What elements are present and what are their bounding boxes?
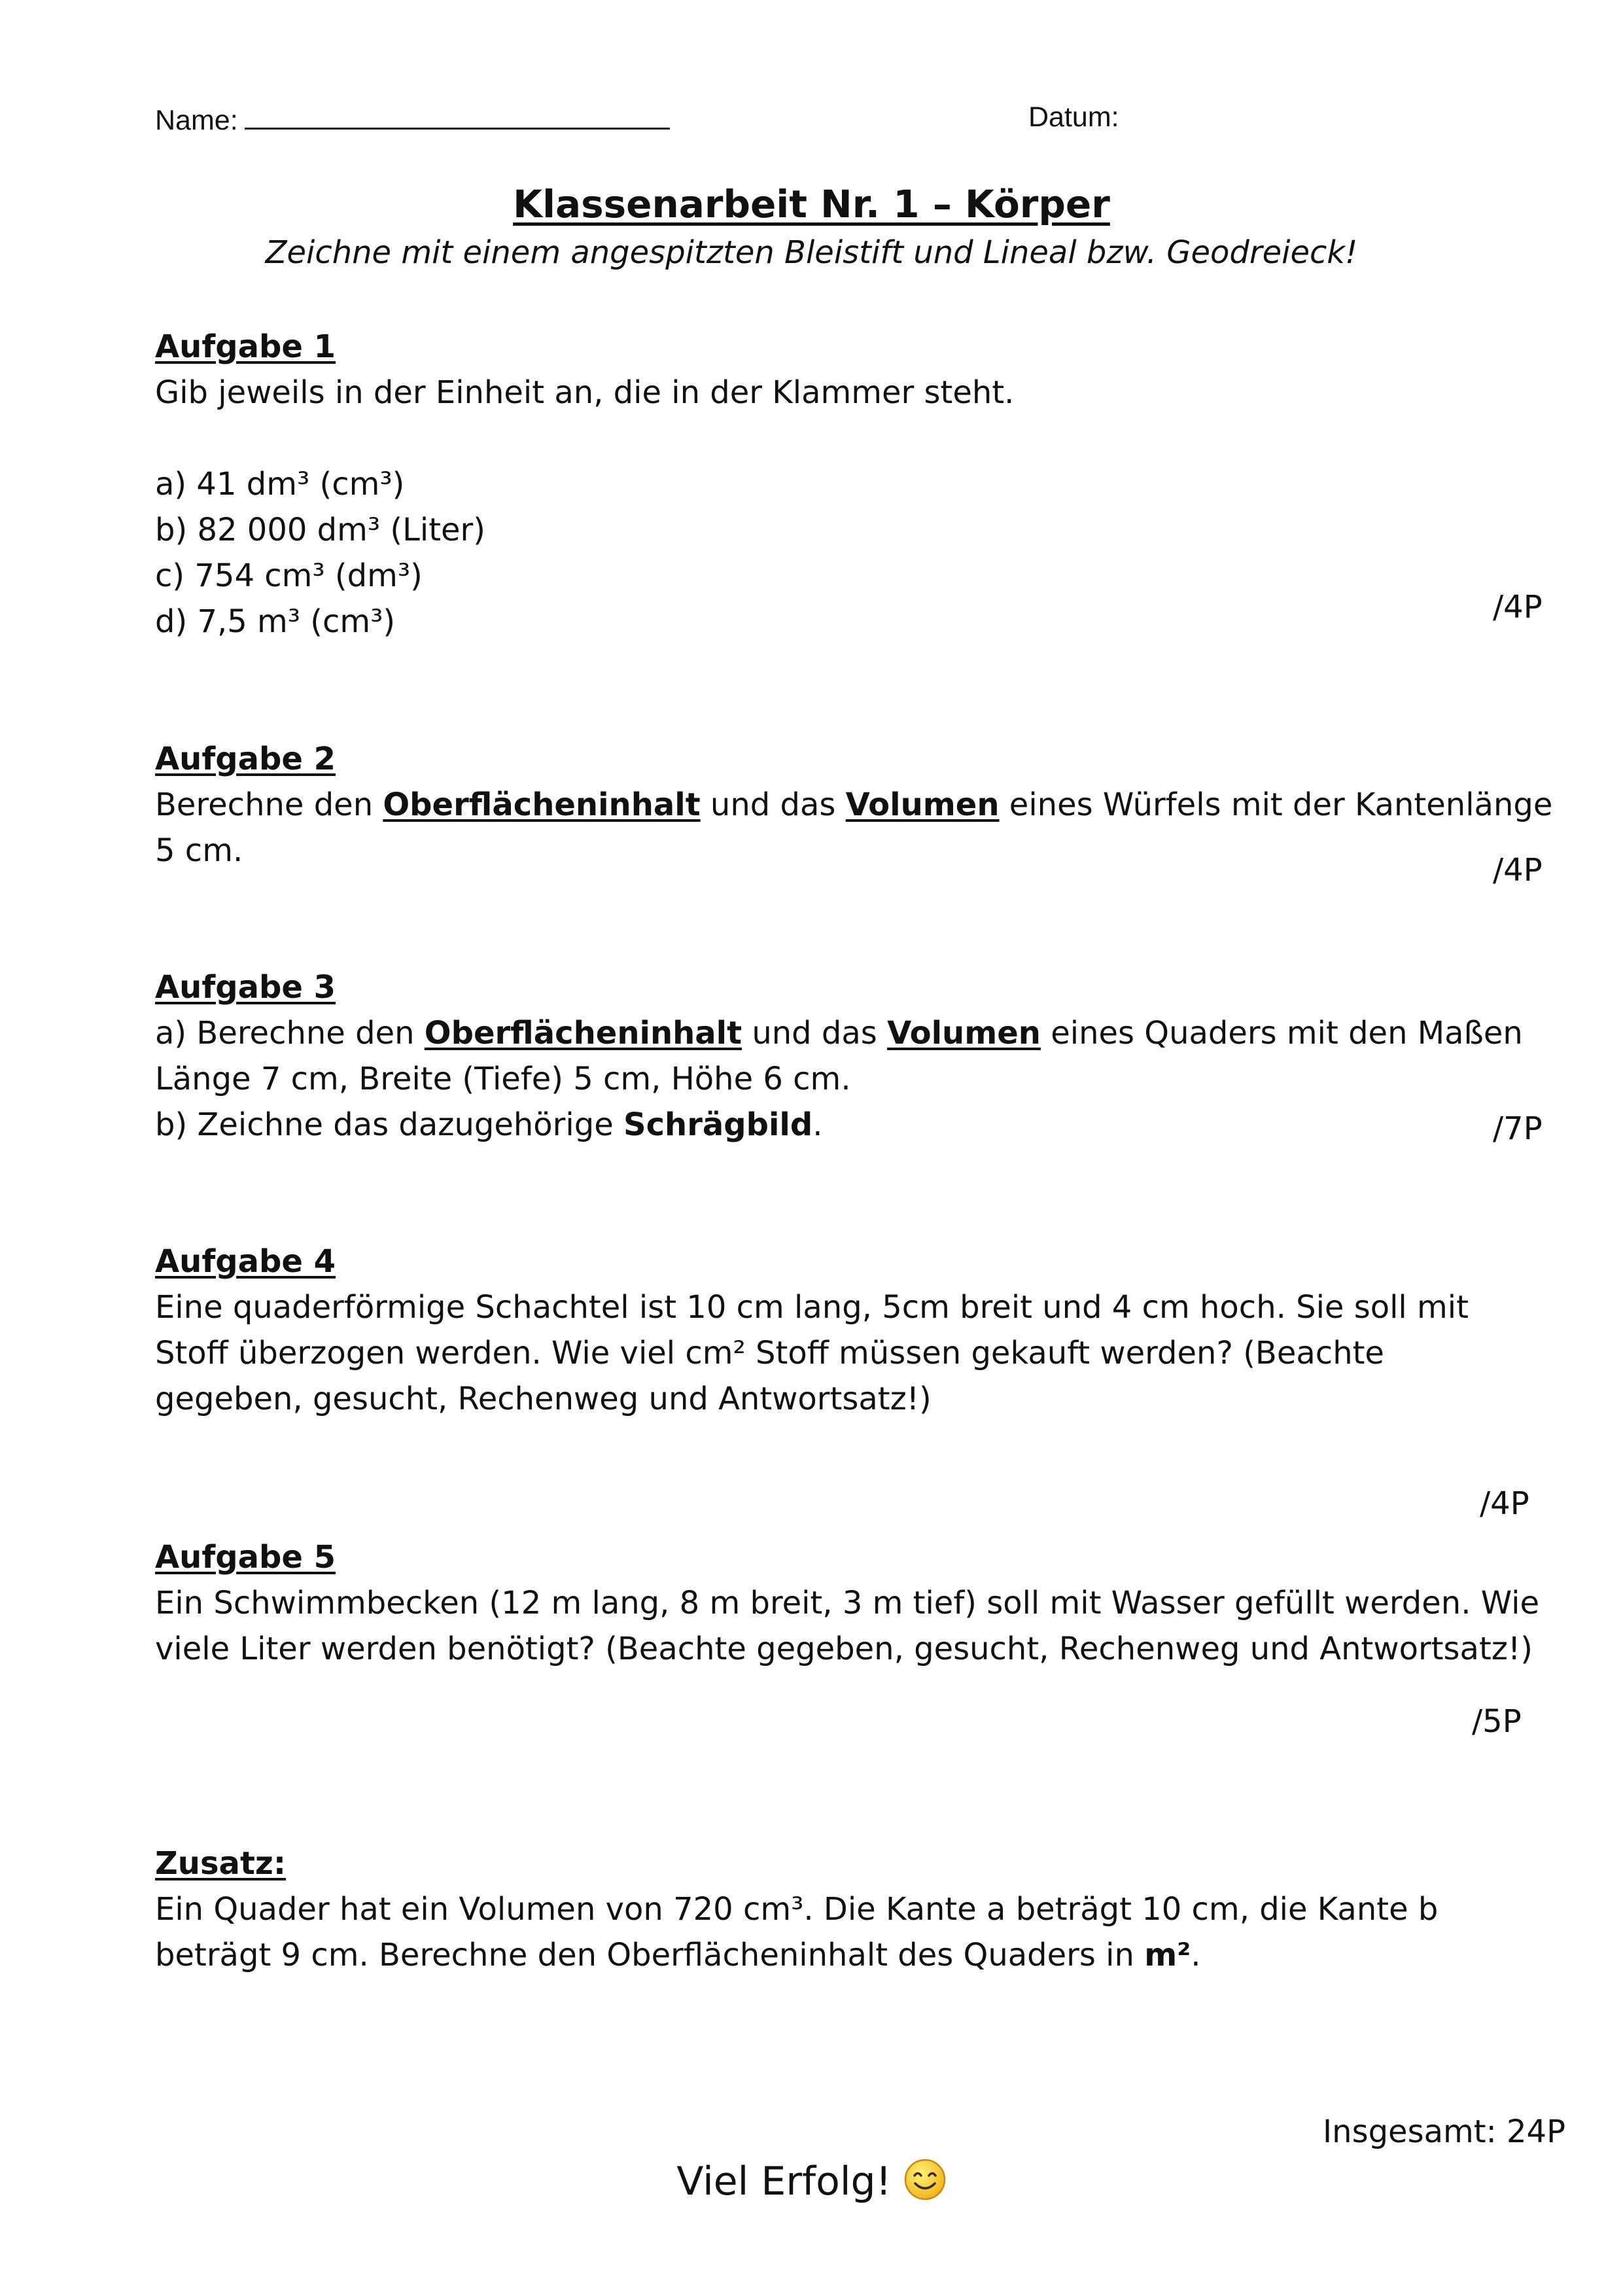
task-5-points: /5P	[1472, 1703, 1522, 1740]
task-4-title: Aufgabe 4	[155, 1243, 336, 1280]
task-3-keyword-volume: Volumen	[887, 1015, 1041, 1051]
task-2-title: Aufgabe 2	[155, 741, 336, 777]
task-4-line-2: Stoff überzogen werden. Wie viel cm² Stoff müssen gekauft werden? (Beachte	[155, 1335, 1384, 1371]
task-1-item-b: b) 82 000 dm³ (Liter)	[155, 512, 486, 548]
extra-task	[155, 1841, 1438, 1978]
task-1	[155, 324, 1014, 645]
task-1-item-a: a) 41 dm³ (cm³)	[155, 466, 405, 503]
task-5-line-2: viele Liter werden benötigt? (Beachte gegeben, gesucht, Rechenweg und Antwortsatz!)	[155, 1631, 1533, 1667]
task-3-title: Aufgabe 3	[155, 969, 336, 1006]
name-field	[155, 101, 670, 137]
extra-task-line-2: beträgt 9 cm. Berechne den Oberflächeninhalt des Quaders in m².	[155, 1937, 1201, 1973]
task-2	[155, 736, 1552, 874]
page-subtitle: Zeichne mit einem angespitzten Bleistift und Lineal bzw. Geodreieck!	[265, 234, 1358, 271]
task-2-line-1: Berechne den Oberflächeninhalt und das Volumen eines Würfels mit der Kantenlänge	[155, 786, 1553, 823]
extra-task-title: Zusatz:	[155, 1845, 287, 1882]
task-4	[155, 1239, 1469, 1422]
task-1-instruction: Gib jeweils in der Einheit an, die in der Klammer steht.	[155, 374, 1015, 411]
task-2-keyword-volume: Volumen	[845, 786, 1000, 823]
task-1-item-d: d) 7,5 m³ (cm³)	[155, 603, 396, 640]
task-1-title: Aufgabe 1	[155, 328, 336, 365]
name-line	[245, 101, 670, 130]
date-label: Datum:	[1028, 101, 1119, 133]
task-4-line-3: gegeben, gesucht, Rechenweg und Antwortsatz!)	[155, 1381, 932, 1417]
task-3-line-3: b) Zeichne das dazugehörige Schrägbild.	[155, 1106, 823, 1143]
task-5	[155, 1534, 1539, 1672]
task-1-points: /4P	[1493, 589, 1543, 626]
closing-line	[0, 2158, 1623, 2204]
task-4-points: /4P	[1480, 1485, 1529, 1522]
task-3	[155, 964, 1523, 1148]
name-label: Name:	[155, 105, 238, 136]
extra-task-line-1: Ein Quader hat ein Volumen von 720 cm³. Die Kante a beträgt 10 cm, die Kante b	[155, 1891, 1439, 1928]
task-5-line-1: Ein Schwimmbecken (12 m lang, 8 m breit, 3 m tief) soll mit Wasser gefüllt werden. Wie	[155, 1585, 1539, 1621]
task-4-line-1: Eine quaderförmige Schachtel ist 10 cm lang, 5cm breit und 4 cm hoch. Sie soll mit	[155, 1289, 1469, 1326]
smiley-icon	[903, 2158, 947, 2201]
task-2-line-2: 5 cm.	[155, 832, 243, 869]
task-3-line-1: a) Berechne den Oberflächeninhalt und das Volumen eines Quaders mit den Maßen	[155, 1015, 1523, 1051]
task-3-points: /7P	[1493, 1110, 1543, 1147]
page-title: Klassenarbeit Nr. 1 – Körper	[513, 182, 1110, 226]
task-2-keyword-surface: Oberflächeninhalt	[383, 786, 701, 823]
task-3-keyword-schraegbild: Schrägbild	[623, 1106, 813, 1143]
task-3-keyword-surface: Oberflächeninhalt	[424, 1015, 742, 1051]
task-2-points: /4P	[1493, 852, 1543, 889]
extra-task-unit: m²	[1144, 1937, 1191, 1973]
total-points: Insgesamt: 24P	[1323, 2113, 1566, 2150]
closing-text: Viel Erfolg!	[676, 2159, 892, 2204]
task-3-line-2: Länge 7 cm, Breite (Tiefe) 5 cm, Höhe 6 cm.	[155, 1061, 851, 1097]
task-1-item-c: c) 754 cm³ (dm³)	[155, 557, 423, 594]
task-5-title: Aufgabe 5	[155, 1539, 336, 1576]
